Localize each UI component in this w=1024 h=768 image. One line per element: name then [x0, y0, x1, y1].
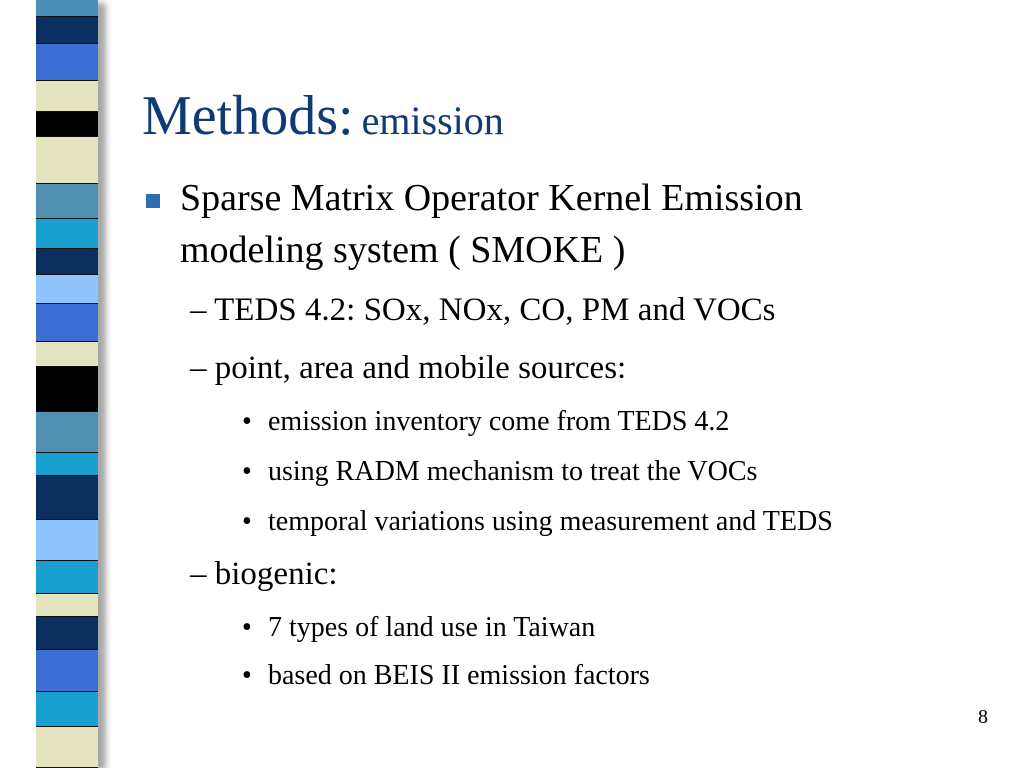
- sub3-landuse-text: 7 types of land use in Taiwan: [268, 612, 596, 643]
- stripe-segment: [36, 367, 98, 411]
- sub3-temporal-text: temporal variations using measurement and TEDS: [268, 506, 833, 537]
- sub3-beis: [242, 660, 650, 692]
- dot-bullet-icon: •: [242, 506, 252, 537]
- stripe-segment: [36, 594, 98, 617]
- sub3-temporal: [242, 506, 833, 538]
- dot-bullet-icon: •: [242, 612, 252, 643]
- stripe-segment: [36, 304, 98, 343]
- stripe-segment: [36, 561, 98, 594]
- stripe-segment: [36, 275, 98, 304]
- stripe-segment: [36, 650, 98, 693]
- stripe-segment: [36, 0, 98, 17]
- title-subtitle: emission: [361, 98, 504, 143]
- sub3-radm-text: using RADM mechanism to treat the VOCs: [268, 456, 758, 487]
- subbullet-biogenic: – biogenic:: [190, 556, 338, 592]
- square-bullet-icon: [146, 194, 160, 208]
- sub3-inventory: [242, 406, 729, 438]
- dot-bullet-icon: •: [242, 456, 252, 487]
- stripe-segment: [36, 17, 98, 44]
- dot-bullet-icon: •: [242, 660, 252, 691]
- bullet-line-1: Sparse Matrix Operator Kernel Emission: [180, 177, 803, 219]
- stripe-segment: [36, 81, 98, 112]
- slide-title: [142, 84, 504, 148]
- decorative-stripe: [36, 0, 98, 768]
- subbullet-sources: – point, area and mobile sources:: [190, 350, 627, 386]
- page-number: 8: [978, 706, 988, 728]
- stripe-segment: [36, 453, 98, 476]
- dot-bullet-icon: •: [242, 406, 252, 437]
- bullet-line-2: modeling system ( SMOKE ): [180, 229, 626, 271]
- stripe-segment: [36, 342, 98, 367]
- stripe-segment: [36, 137, 98, 183]
- stripe-segment: [36, 219, 98, 250]
- stripe-segment: [36, 44, 98, 81]
- stripe-segment: [36, 692, 98, 727]
- stripe-segment: [36, 476, 98, 520]
- sub3-inventory-text: emission inventory come from TEDS 4.2: [268, 406, 730, 437]
- title-main: Methods:: [142, 85, 354, 147]
- stripe-segment: [36, 184, 98, 219]
- subbullet-teds: – TEDS 4.2: SOx, NOx, CO, PM and VOCs: [190, 292, 776, 328]
- stripe-segment: [36, 617, 98, 650]
- sub3-radm: [242, 456, 757, 488]
- sub3-beis-text: based on BEIS II emission factors: [268, 660, 650, 691]
- stripe-segment: [36, 249, 98, 274]
- stripe-segment: [36, 520, 98, 561]
- sub3-landuse: [242, 612, 595, 644]
- stripe-segment: [36, 412, 98, 453]
- stripe-segment: [36, 727, 98, 768]
- stripe-segment: [36, 112, 98, 137]
